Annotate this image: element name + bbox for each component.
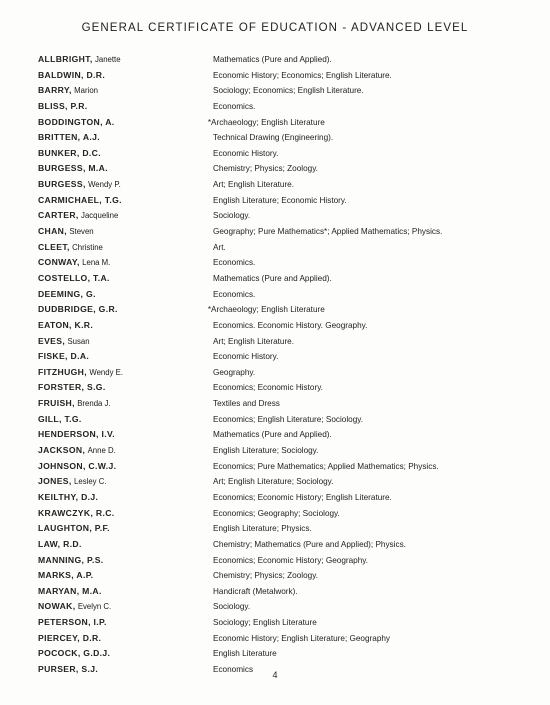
- list-item: [38, 130, 518, 146]
- list-item: [38, 646, 518, 662]
- candidate-subjects: [213, 568, 318, 584]
- subjects-text: Chemistry; Mathematics (Pure and Applied); Physics.: [213, 539, 406, 549]
- candidate-surname: BODDINGTON, A.: [38, 116, 115, 127]
- list-item: [38, 412, 518, 428]
- candidate-subjects: [213, 208, 250, 224]
- page-number: 4: [272, 670, 278, 680]
- candidate-name: [38, 599, 208, 615]
- subjects-text: Economics; Economic History; English Literature.: [213, 492, 392, 502]
- candidate-surname: CARMICHAEL, T.G.: [38, 194, 122, 205]
- candidate-subjects: [213, 584, 298, 600]
- candidate-subjects: [213, 490, 392, 506]
- candidate-subjects: [213, 506, 340, 522]
- candidate-subjects: [213, 599, 250, 615]
- distinction-mark: *: [207, 305, 211, 315]
- candidate-subjects: [213, 271, 332, 287]
- subjects-text: Chemistry; Physics; Zoology.: [213, 571, 318, 581]
- list-item: [38, 537, 518, 553]
- candidate-surname: COSTELLO, T.A.: [38, 272, 110, 283]
- candidate-subjects: [213, 318, 367, 334]
- candidate-given-name: Wendy E.: [89, 367, 124, 377]
- list-item: [38, 490, 518, 506]
- candidate-name: [38, 646, 208, 662]
- candidate-given-name: Anne D.: [87, 446, 116, 456]
- candidate-surname: CARTER,: [38, 210, 79, 221]
- candidate-name: [38, 99, 208, 115]
- candidate-name: [38, 224, 208, 240]
- list-item: [38, 427, 518, 443]
- candidate-surname: CONWAY,: [38, 257, 80, 268]
- candidate-given-name: Evelyn C.: [77, 602, 112, 612]
- candidate-surname: LAUGHTON, P.F.: [38, 523, 110, 534]
- candidate-given-name: Steven: [69, 227, 94, 237]
- candidate-subjects: [213, 161, 318, 177]
- candidate-surname: FISKE, D.A.: [38, 351, 90, 362]
- list-item: [38, 568, 518, 584]
- candidate-subjects: [213, 99, 255, 115]
- candidate-surname: MARYAN, M.A.: [38, 585, 102, 596]
- candidate-name: [38, 521, 208, 537]
- candidate-subjects: [213, 287, 255, 303]
- candidate-surname: MARKS, A.P.: [38, 570, 94, 581]
- list-item: [38, 380, 518, 396]
- candidate-given-name: Janette: [94, 55, 121, 64]
- candidate-given-name: Lena M.: [82, 258, 111, 268]
- list-item: [38, 349, 518, 365]
- subjects-text: Economics.: [213, 258, 256, 268]
- candidate-surname: PIERCEY, D.R.: [38, 632, 102, 643]
- candidate-surname: JONES,: [38, 476, 72, 487]
- list-item: [38, 302, 518, 318]
- candidate-subjects: [213, 427, 332, 443]
- candidate-subjects: [213, 380, 323, 396]
- candidate-subjects: [213, 349, 278, 365]
- list-item: [38, 474, 518, 490]
- candidate-name: [38, 443, 208, 459]
- candidate-surname: BURGESS,: [38, 179, 86, 190]
- candidate-subjects: [213, 130, 333, 146]
- candidate-name: [38, 459, 208, 475]
- candidate-surname: CHAN,: [38, 226, 67, 237]
- subjects-text: Mathematics (Pure and Applied).: [213, 430, 332, 440]
- subjects-text: Economics; English Literature; Sociology.: [213, 414, 364, 424]
- candidate-name: [38, 208, 208, 224]
- candidate-surname: EATON, K.R.: [38, 319, 94, 330]
- candidate-surname: GILL, T.G.: [38, 413, 82, 424]
- page-title: GENERAL CERTIFICATE OF EDUCATION - ADVANCED LEVEL: [81, 22, 469, 34]
- list-item: [38, 68, 518, 84]
- candidate-surname: PETERSON, I.P.: [38, 617, 107, 628]
- candidate-subjects: [213, 255, 255, 271]
- list-item: [38, 99, 518, 115]
- candidate-subjects: [213, 240, 226, 256]
- candidate-subjects: [213, 334, 294, 350]
- candidate-name: [38, 365, 208, 381]
- subjects-text: Economics.: [213, 101, 256, 111]
- candidate-subjects: [207, 115, 325, 131]
- subjects-text: Handicraft (Metalwork).: [213, 586, 298, 596]
- subjects-text: Economics; Pure Mathematics; Applied Mathematics; Physics.: [213, 461, 439, 471]
- candidate-surname: LAW, R.D.: [38, 538, 82, 549]
- candidate-subjects: [213, 474, 333, 490]
- list-item: [38, 365, 518, 381]
- candidate-name: [38, 115, 208, 131]
- subjects-text: Geography; Pure Mathematics*; Applied Mathematics; Physics.: [213, 227, 443, 237]
- list-item: [38, 240, 518, 256]
- subjects-text: Sociology; Economics; English Literature.: [213, 86, 364, 96]
- list-item: [38, 177, 518, 193]
- candidate-name: [38, 52, 208, 68]
- candidate-surname: BLISS, P.R.: [38, 100, 88, 111]
- candidate-surname: NOWAK,: [38, 601, 76, 612]
- candidate-surname: EVES,: [38, 335, 66, 346]
- candidate-surname: FITZHUGH,: [38, 366, 87, 377]
- list-item: [38, 615, 518, 631]
- candidate-surname: BALDWIN, D.R.: [38, 69, 106, 80]
- list-item: [38, 396, 518, 412]
- candidate-name: [38, 584, 208, 600]
- candidate-surname: BUNKER, D.C.: [38, 147, 101, 158]
- candidate-surname: BARRY,: [38, 85, 72, 96]
- candidate-given-name: Brenda J.: [77, 399, 111, 409]
- list-item: [38, 584, 518, 600]
- subjects-text: English Literature; Sociology.: [213, 446, 319, 456]
- candidate-subjects: [213, 52, 332, 68]
- candidate-given-name: Lesley C.: [74, 477, 107, 487]
- subjects-text: English Literature; Physics.: [213, 524, 312, 534]
- candidate-surname: MANNING, P.S.: [38, 554, 104, 565]
- subjects-text: English Literature; Economic History.: [213, 195, 347, 205]
- candidate-name: [38, 255, 208, 271]
- candidate-surname: DEEMING, G.: [38, 288, 96, 299]
- candidate-subjects: [213, 396, 280, 412]
- subjects-text: Sociology.: [213, 602, 251, 612]
- candidate-surname: HENDERSON, I.V.: [38, 429, 116, 440]
- candidate-name: [38, 553, 208, 569]
- subjects-text: Archaeology; English Literature: [211, 305, 325, 315]
- subjects-text: Art; English Literature; Sociology.: [213, 477, 334, 487]
- list-item: [38, 193, 518, 209]
- candidate-name: [38, 161, 208, 177]
- list-item: [38, 146, 518, 162]
- list-item: [38, 318, 518, 334]
- subjects-text: Textiles and Dress: [213, 399, 280, 409]
- candidate-name: [38, 334, 208, 350]
- candidate-subjects: [213, 537, 406, 553]
- candidate-subjects: [213, 193, 347, 209]
- list-item: [38, 115, 518, 131]
- candidate-name: [38, 537, 208, 553]
- subjects-text: Economics; Economic History.: [213, 383, 323, 393]
- candidate-name: [38, 427, 208, 443]
- candidate-given-name: Marion: [74, 86, 99, 96]
- candidate-surname: KRAWCZYK, R.C.: [38, 507, 115, 518]
- subjects-text: Sociology.: [213, 211, 251, 221]
- candidate-subjects: [213, 631, 390, 647]
- candidate-name: [38, 130, 208, 146]
- list-item: [38, 287, 518, 303]
- candidate-surname: BURGESS, M.A.: [38, 163, 108, 174]
- candidate-subjects: [213, 365, 255, 381]
- candidate-subjects: [207, 302, 325, 318]
- candidate-name: [38, 318, 208, 334]
- candidate-surname: BRITTEN, A.J.: [38, 132, 101, 143]
- candidate-name: [38, 240, 208, 256]
- candidate-surname: DUDBRIDGE, G.R.: [38, 304, 118, 315]
- list-item: [38, 161, 518, 177]
- candidate-name: [38, 380, 208, 396]
- candidate-surname: POCOCK, G.D.J.: [38, 648, 111, 659]
- candidate-surname: CLEET,: [38, 241, 70, 252]
- subjects-text: Technical Drawing (Engineering).: [213, 133, 334, 143]
- subjects-text: Art; English Literature.: [213, 180, 295, 190]
- distinction-mark: *: [207, 117, 211, 127]
- list-item: [38, 208, 518, 224]
- candidate-name: [38, 490, 208, 506]
- candidate-surname: PURSER, S.J.: [38, 663, 99, 674]
- list-item: [38, 224, 518, 240]
- candidate-subjects: [213, 412, 363, 428]
- subjects-text: Sociology; English Literature: [213, 618, 317, 628]
- candidate-given-name: Wendy P.: [88, 180, 121, 190]
- candidate-name: [38, 271, 208, 287]
- list-item: [38, 506, 518, 522]
- list-item: [38, 255, 518, 271]
- candidate-surname: FORSTER, S.G.: [38, 382, 106, 393]
- subjects-text: English Literature: [213, 649, 277, 659]
- candidate-name: [38, 615, 208, 631]
- subjects-text: Economic History.: [213, 148, 279, 158]
- candidate-name: [38, 474, 208, 490]
- list-item: [38, 599, 518, 615]
- subjects-text: Geography.: [213, 367, 256, 377]
- candidate-name: [38, 396, 208, 412]
- subjects-text: Economics.: [213, 289, 256, 299]
- candidate-given-name: Christine: [72, 242, 103, 252]
- candidate-name: [38, 177, 208, 193]
- list-item: [38, 443, 518, 459]
- list-item: [38, 271, 518, 287]
- candidate-surname: FRUISH,: [38, 398, 75, 409]
- candidate-name: [38, 68, 208, 84]
- candidate-subjects: [213, 646, 277, 662]
- candidate-name: [38, 83, 208, 99]
- candidate-name: [38, 193, 208, 209]
- subjects-text: Art; English Literature.: [213, 336, 295, 346]
- candidate-subjects: [213, 68, 392, 84]
- subjects-text: Economics. Economic History. Geography.: [213, 320, 368, 330]
- candidate-name: [38, 412, 208, 428]
- subjects-text: Economics: [213, 664, 254, 674]
- candidate-subjects: [213, 459, 439, 475]
- subjects-text: Economic History; English Literature; Geography: [213, 633, 391, 643]
- list-item: [38, 521, 518, 537]
- list-item: [38, 631, 518, 647]
- candidate-subjects: [213, 177, 294, 193]
- list-item: [38, 459, 518, 475]
- candidate-surname: KEILTHY, D.J.: [38, 491, 99, 502]
- candidate-name: [38, 568, 208, 584]
- results-list: [38, 52, 518, 678]
- candidate-subjects: [213, 443, 318, 459]
- candidate-name: [38, 506, 208, 522]
- subjects-text: Economics; Geography; Sociology.: [213, 508, 340, 518]
- subjects-text: Archaeology; English Literature: [211, 117, 325, 127]
- candidate-name: [38, 146, 208, 162]
- list-item: [38, 52, 518, 68]
- candidate-subjects: [213, 83, 364, 99]
- candidate-name: [38, 631, 208, 647]
- list-item: [38, 334, 518, 350]
- subjects-text: Economic History.: [213, 352, 279, 362]
- candidate-subjects: [213, 146, 278, 162]
- subjects-text: Mathematics (Pure and Applied).: [213, 273, 332, 283]
- candidate-surname: JOHNSON, C.W.J.: [38, 460, 117, 471]
- candidate-name: [38, 349, 208, 365]
- candidate-given-name: Susan: [67, 336, 90, 346]
- candidate-surname: ALLBRIGHT,: [38, 54, 93, 64]
- subjects-text: Mathematics (Pure and Applied).: [213, 55, 332, 64]
- candidate-subjects: [213, 521, 312, 537]
- subjects-text: Chemistry; Physics; Zoology.: [213, 164, 318, 174]
- list-item: [38, 553, 518, 569]
- list-item: [38, 83, 518, 99]
- subjects-text: Economic History; Economics; English Literature.: [213, 70, 392, 80]
- candidate-subjects: [213, 553, 368, 569]
- candidate-given-name: Jacqueline: [81, 211, 119, 221]
- candidate-subjects: [213, 615, 317, 631]
- subjects-text: Art.: [213, 242, 226, 252]
- candidate-surname: JACKSON,: [38, 445, 86, 456]
- candidate-name: [38, 287, 208, 303]
- candidate-subjects: [213, 224, 442, 240]
- subjects-text: Economics; Economic History; Geography.: [213, 555, 369, 565]
- candidate-name: [38, 302, 208, 318]
